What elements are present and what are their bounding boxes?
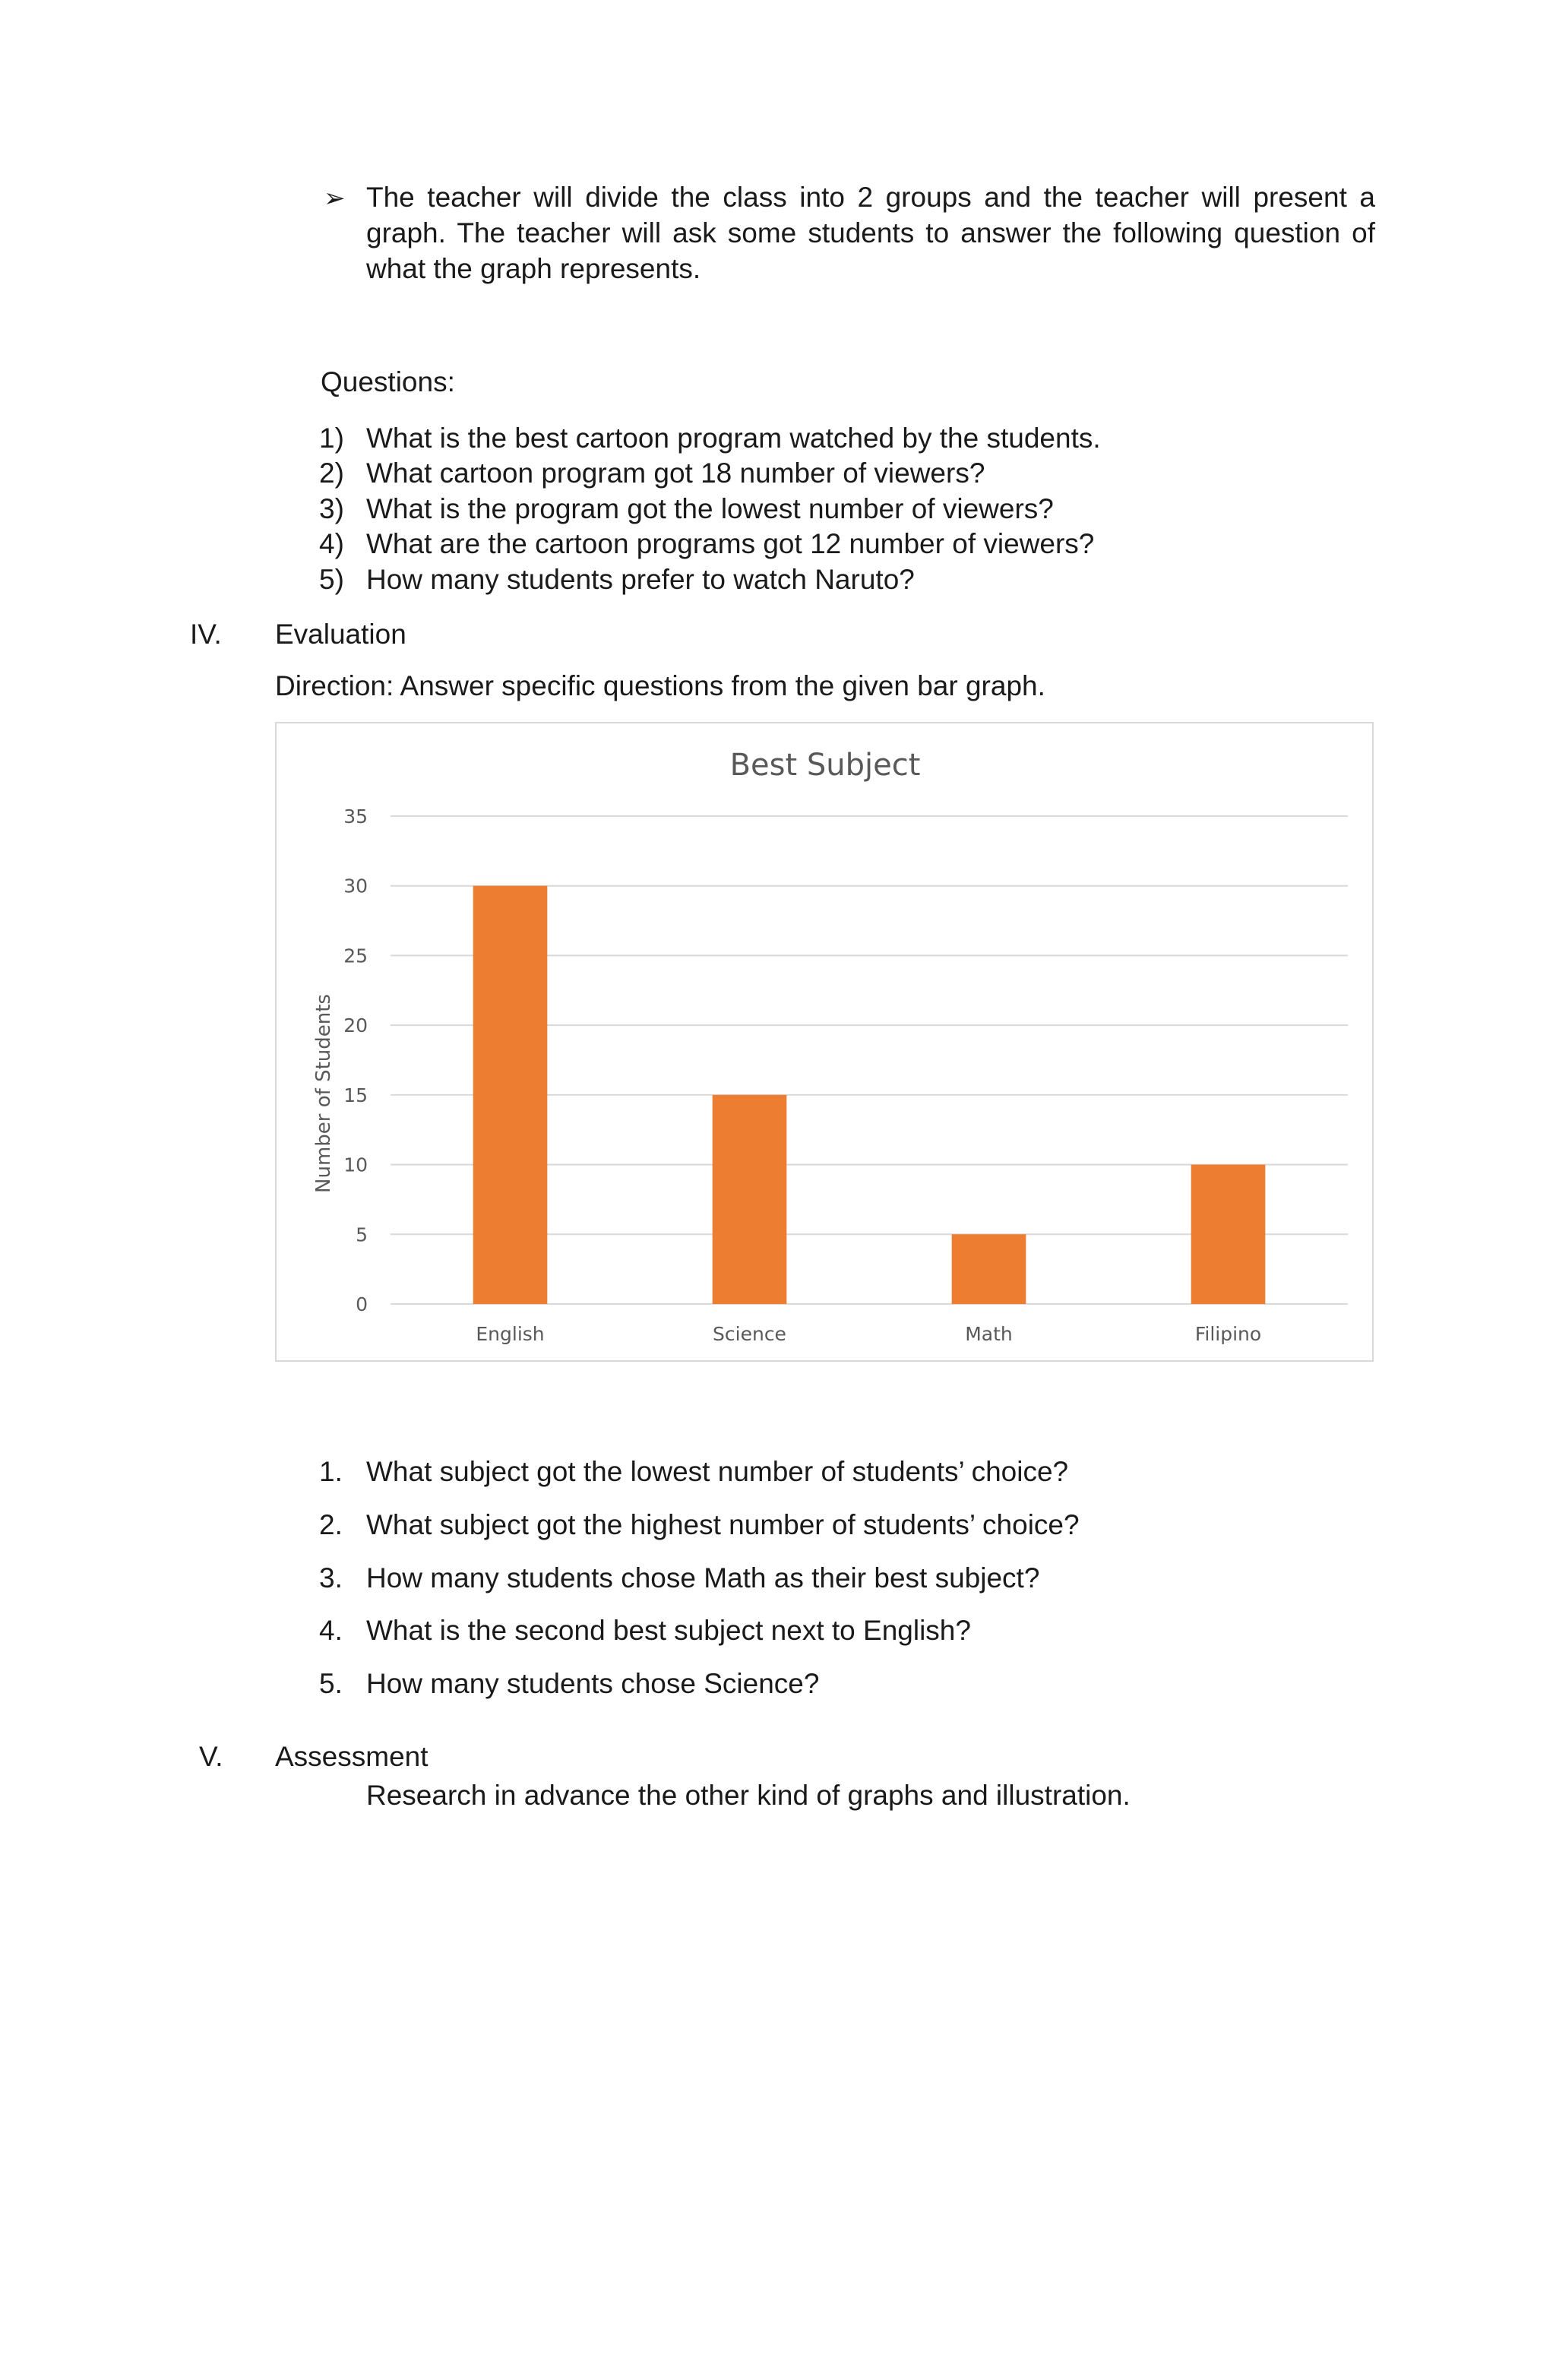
question-number: 1)	[319, 423, 344, 454]
evaluation-question-number: 1.	[319, 1456, 343, 1487]
section-v-numeral: V.	[199, 1741, 223, 1772]
question-text: What cartoon program got 18 number of viewers?	[366, 457, 985, 489]
question-text: What is the program got the lowest number of viewers?	[366, 493, 1054, 524]
evaluation-question-number: 5.	[319, 1668, 343, 1699]
x-tick-label: English	[476, 1323, 545, 1345]
question-text: What are the cartoon programs got 12 number of viewers?	[366, 528, 1095, 559]
y-tick-label: 0	[356, 1293, 368, 1315]
x-tick-label: Filipino	[1194, 1323, 1262, 1345]
y-axis-label: Number of Students	[312, 994, 335, 1193]
bar-math	[952, 1234, 1026, 1304]
intro-paragraph: The teacher will divide the class into 2 groups and the teacher will present a graph. The teacher will ask some students to answer the following question of what the graph represents.	[366, 182, 1375, 284]
y-tick-label: 25	[343, 945, 368, 967]
bullet-arrow-icon: ➢	[324, 184, 346, 213]
evaluation-question-text: What is the second best subject next to English?	[366, 1615, 971, 1646]
evaluation-question-text: How many students chose Math as their best subject?	[366, 1562, 1040, 1594]
question-number: 5)	[319, 564, 344, 595]
question-number: 4)	[319, 528, 344, 559]
bar-chart	[275, 722, 1374, 1362]
question-number: 3)	[319, 493, 344, 524]
bar-english	[473, 886, 548, 1304]
y-tick-label: 15	[343, 1084, 368, 1106]
x-tick-label: Science	[713, 1323, 786, 1345]
questions-heading: Questions:	[321, 366, 455, 397]
evaluation-question-text: How many students chose Science?	[366, 1668, 820, 1699]
evaluation-question-text: What subject got the lowest number of students’ choice?	[366, 1456, 1069, 1487]
bar-science	[713, 1095, 787, 1304]
y-tick-label: 35	[343, 805, 368, 828]
section-v-title: Assessment	[275, 1741, 429, 1772]
bar-chart-svg	[277, 723, 1372, 1360]
question-number: 2)	[319, 457, 344, 489]
y-tick-label: 5	[356, 1223, 368, 1246]
section-iv-numeral: IV.	[190, 619, 222, 650]
y-tick-label: 10	[343, 1154, 368, 1176]
y-axis-ticks	[343, 805, 368, 1315]
evaluation-question-number: 2.	[319, 1509, 343, 1540]
bar-filipino	[1191, 1165, 1266, 1304]
evaluation-question-number: 3.	[319, 1562, 343, 1594]
x-tick-label: Math	[965, 1323, 1013, 1345]
evaluation-question-number: 4.	[319, 1615, 343, 1646]
question-text: How many students prefer to watch Naruto?	[366, 564, 915, 595]
y-tick-label: 30	[343, 875, 368, 897]
evaluation-question-text: What subject got the highest number of students’ choice?	[366, 1509, 1080, 1540]
question-text: What is the best cartoon program watched by the students.	[366, 423, 1101, 454]
chart-title: Best Subject	[729, 748, 921, 783]
y-tick-label: 20	[343, 1014, 368, 1037]
x-axis-ticks	[476, 1323, 1261, 1345]
direction-text: Direction: Answer specific questions from the given bar graph.	[275, 670, 1045, 701]
assessment-text: Research in advance the other kind of graphs and illustration.	[366, 1780, 1131, 1811]
section-iv-title: Evaluation	[275, 619, 406, 650]
